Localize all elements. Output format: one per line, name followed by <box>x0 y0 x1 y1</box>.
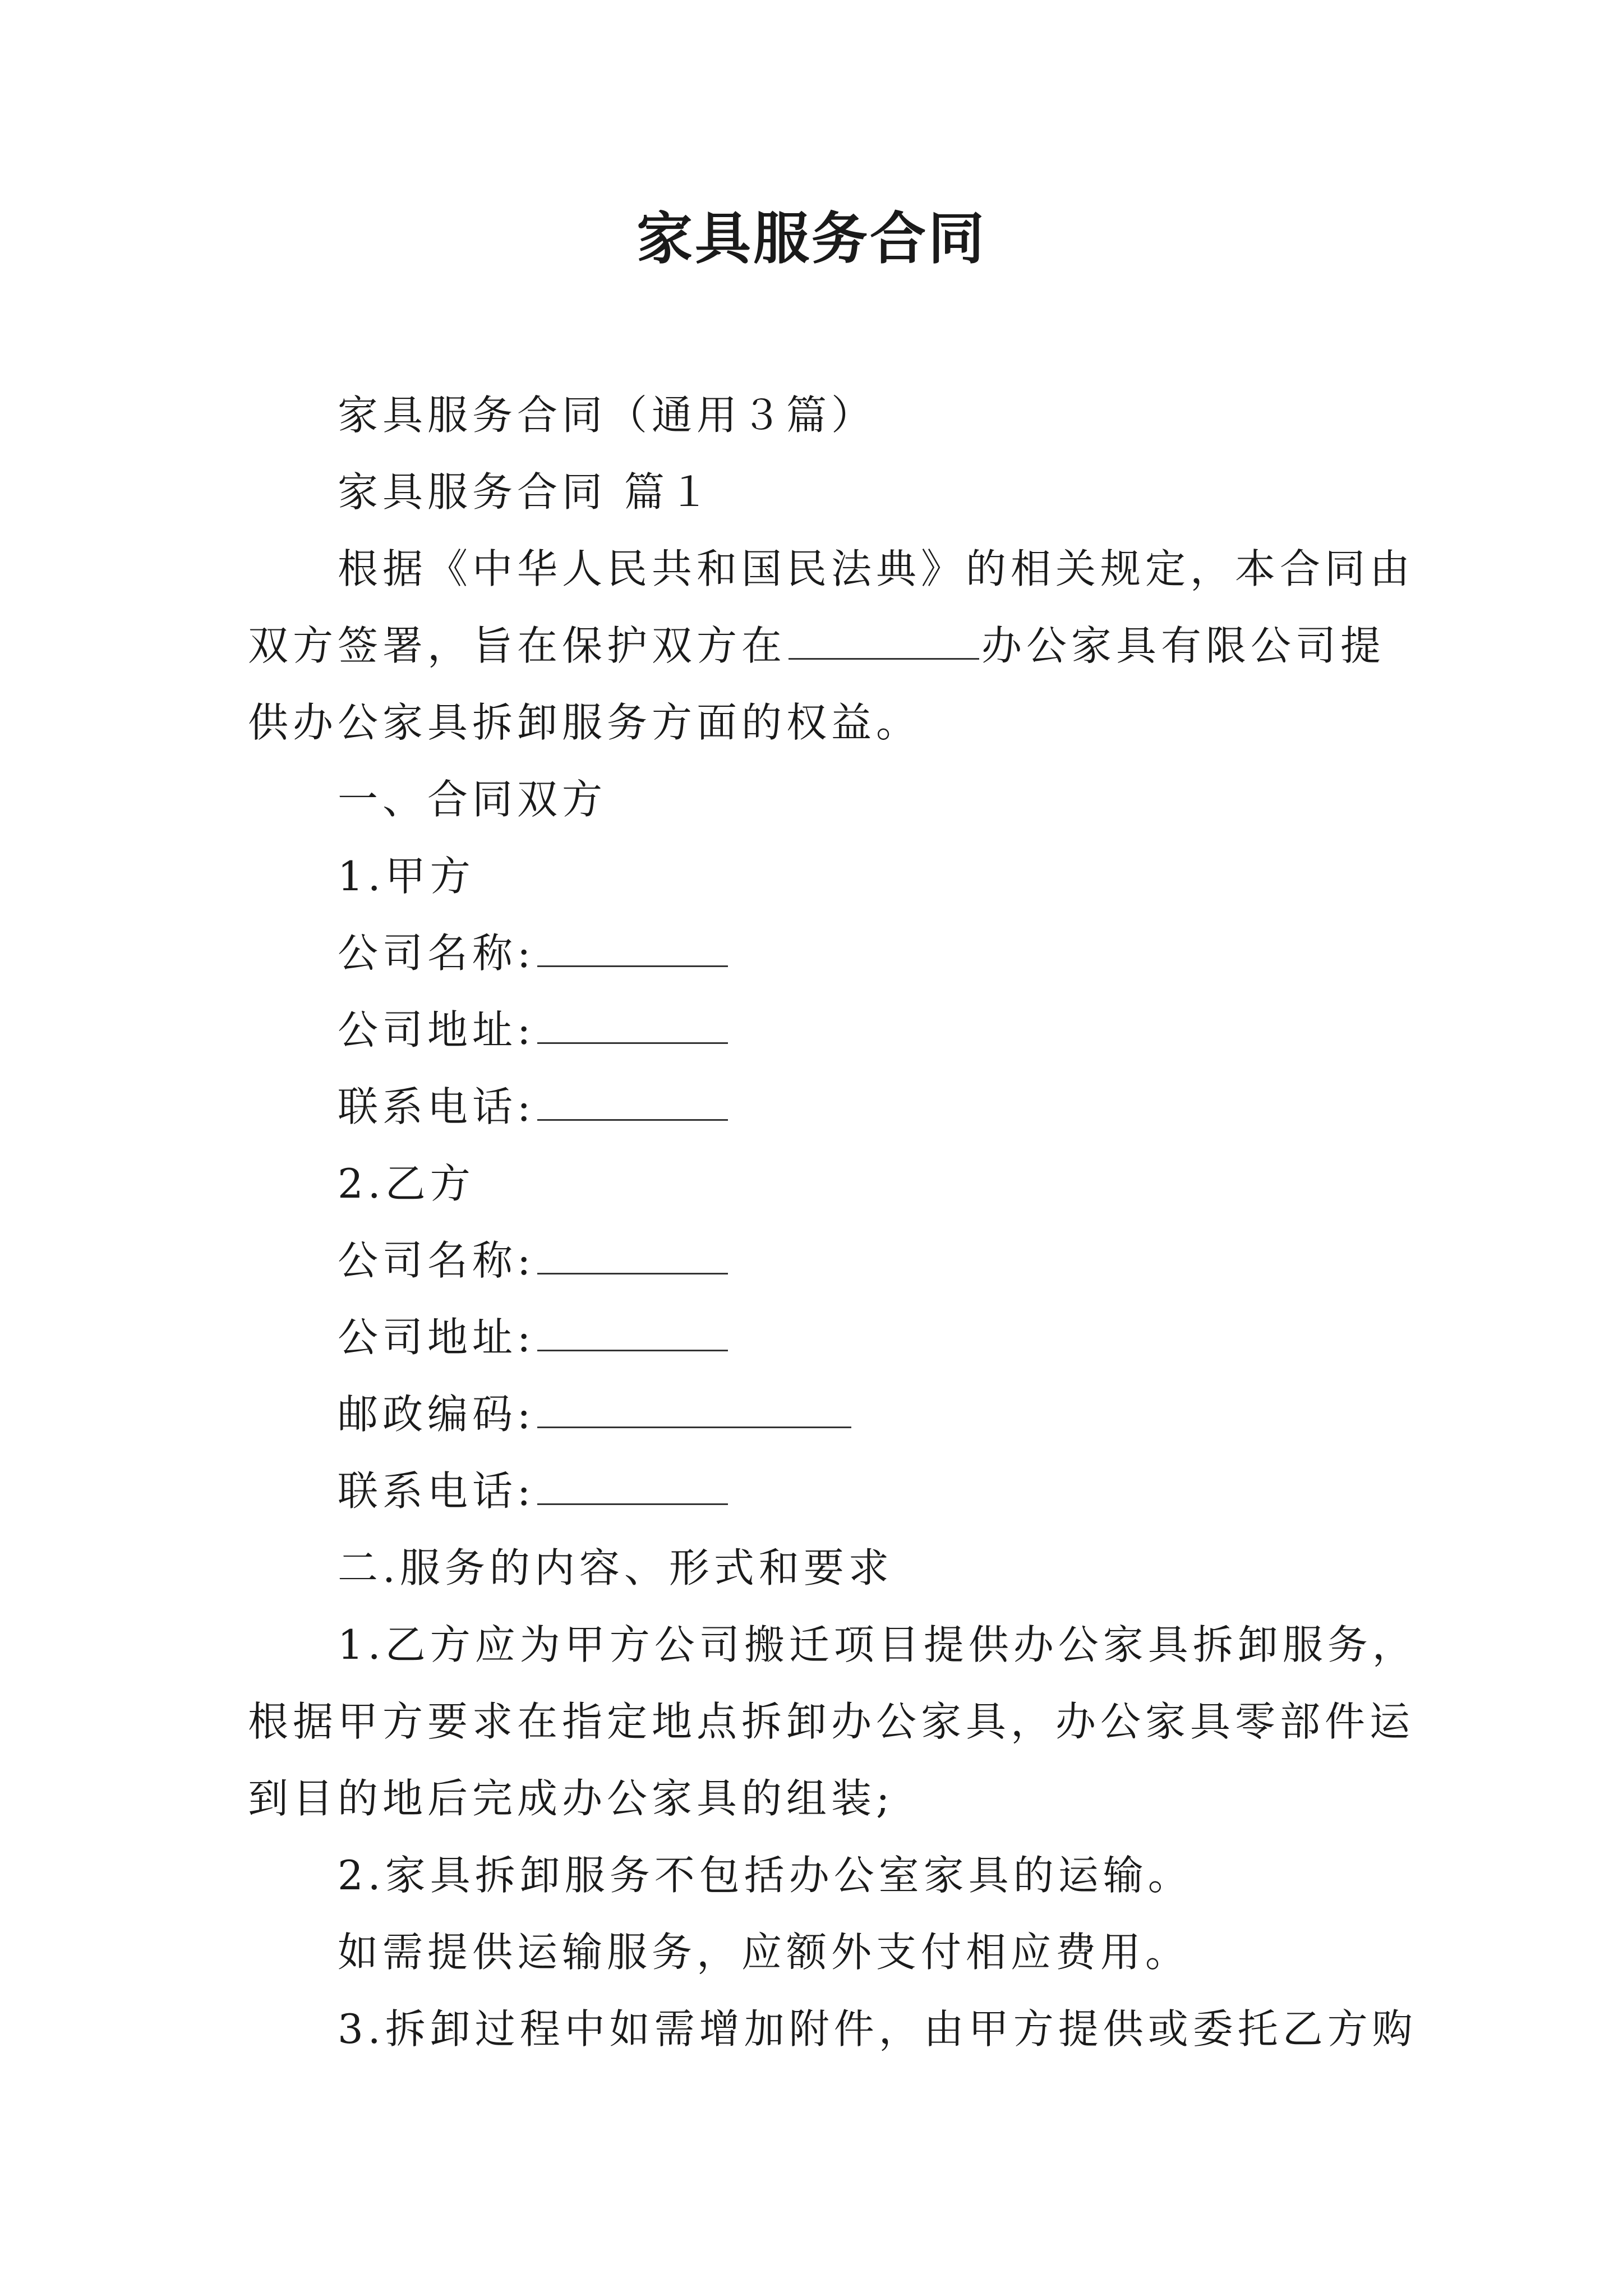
item2-line-1: 2.家具拆卸服务不包括办公室家具的运输。 <box>338 1852 1193 1899</box>
field-label: 公司名称: <box>338 930 536 977</box>
blank-line <box>537 1318 728 1351</box>
blank-line <box>537 1241 728 1274</box>
party-b-name-field <box>248 1222 1392 1299</box>
blank-line <box>537 1088 728 1121</box>
blank-line <box>537 934 728 967</box>
intro-line-2-text-a: 双方签署，旨在保护双方在 <box>248 622 787 669</box>
party-b-heading: 2.乙方 <box>338 1160 475 1207</box>
item1-line-1: 1.乙方应为甲方公司搬迁项目提供办公家具拆卸服务， <box>338 1621 1417 1668</box>
party-b-address-field <box>248 1299 1392 1376</box>
party-a-heading: 1.甲方 <box>338 853 475 900</box>
field-label: 公司名称: <box>338 1237 536 1284</box>
party-b-phone-field <box>248 1453 1392 1530</box>
field-label: 联系电话: <box>338 1083 536 1130</box>
item3-line-1: 3.拆卸过程中如需增加附件，由甲方提供或委托乙方购 <box>338 2005 1417 2053</box>
part1-heading: 一、合同双方 <box>338 776 607 823</box>
section-heading: 家具服务合同 篇１ <box>338 468 714 516</box>
intro-line-2-text-b: 办公家具有限公司提 <box>981 622 1386 669</box>
document-body <box>248 377 1417 2068</box>
party-a-address-field <box>248 992 1392 1069</box>
party-a-phone-field <box>248 1069 1392 1145</box>
item1-line-3: 到目的地后完成办公家具的组装; <box>248 1775 895 1822</box>
field-label: 公司地址: <box>338 1314 536 1361</box>
document-subtitle: 家具服务合同（通用３篇） <box>338 392 877 439</box>
blank-line <box>789 627 979 660</box>
part2-heading: 二.服务的内容、形式和要求 <box>338 1544 893 1591</box>
document-title: 家具服务合同 <box>637 205 986 272</box>
party-a-name-field <box>248 915 1392 992</box>
blank-line <box>537 1395 851 1428</box>
field-label: 联系电话: <box>338 1467 536 1515</box>
party-b-postcode-field <box>248 1376 1392 1453</box>
blank-line <box>537 1011 728 1044</box>
intro-line-2 <box>248 608 1392 684</box>
item1-line-2: 根据甲方要求在指定地点拆卸办公家具，办公家具零部件运 <box>248 1698 1415 1745</box>
intro-line-1: 根据《中华人民共和国民法典》的相关规定，本合同由 <box>338 545 1415 592</box>
blank-line <box>537 1472 728 1505</box>
field-label: 邮政编码: <box>338 1391 536 1438</box>
item2-line-2: 如需提供运输服务，应额外支付相应费用。 <box>338 1929 1191 1976</box>
field-label: 公司地址: <box>338 1006 536 1053</box>
intro-line-3: 供办公家具拆卸服务方面的权益。 <box>248 699 921 746</box>
